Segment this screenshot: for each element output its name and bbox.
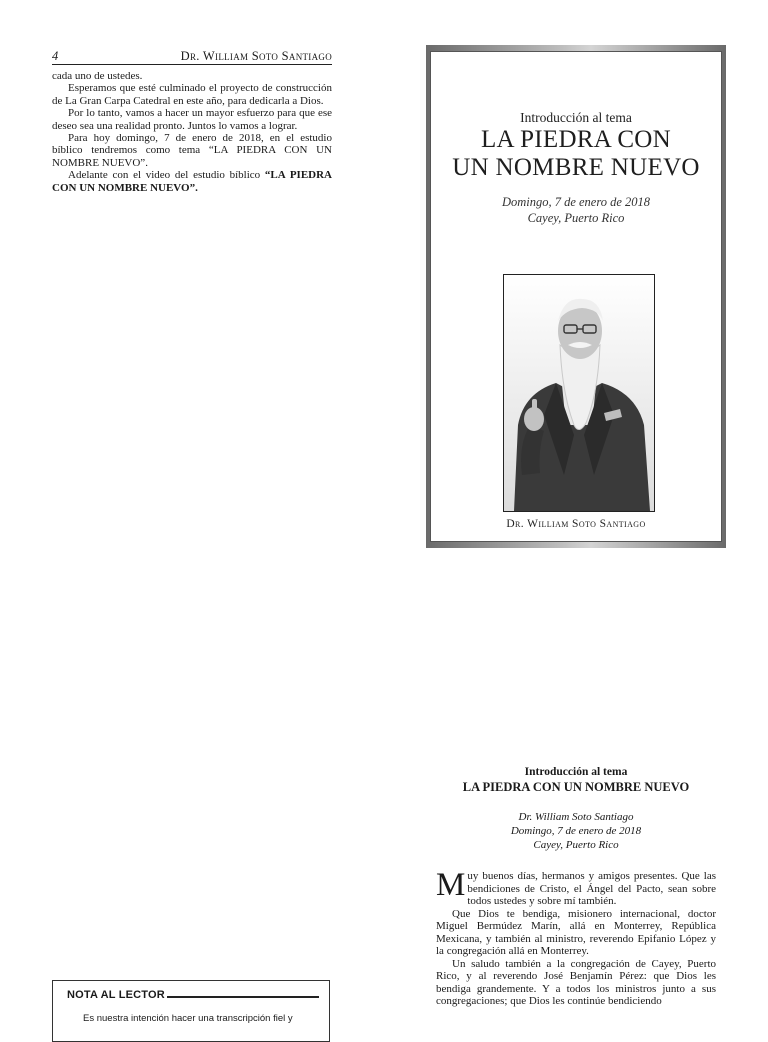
running-header-author: Dr. William Soto Santiago bbox=[180, 49, 332, 63]
intro-date: Domingo, 7 de enero de 2018 bbox=[510, 825, 642, 837]
paragraph-last bbox=[52, 169, 332, 194]
cover-title bbox=[431, 126, 721, 182]
nota-text: Es nuestra intención hacer una transcripción fiel y bbox=[83, 1013, 293, 1024]
intro-place: Cayey, Puerto Rico bbox=[533, 839, 619, 851]
portrait-illustration bbox=[504, 275, 654, 511]
nota-rule bbox=[167, 996, 319, 998]
paragraph: Que Dios te bendiga, misionero internacional, doctor Miguel Bermúdez Marín, allá en Monterrey, República Mexicana, y también al ministro, reverendo Epifanio López y la congregación allá en Monterrey. bbox=[436, 907, 716, 957]
intro-author: Dr. William Soto Santiago bbox=[518, 811, 634, 823]
intro-title: LA PIEDRA CON UN NOMBRE NUEVO bbox=[462, 780, 690, 794]
cover-author: Dr. William Soto Santiago bbox=[506, 518, 646, 530]
cover-date: Domingo, 7 de enero de 2018 bbox=[501, 195, 651, 209]
paragraph-text: uy buenos días, hermanos y amigos presentes. Que las bendiciones de Cristo, el Ángel del Pacto, sean sobre todos ustedes y sobre mí también. bbox=[467, 870, 716, 907]
paragraph: cada uno de ustedes. bbox=[52, 70, 143, 82]
page-number: 4 bbox=[52, 49, 59, 63]
cover-title-line: UN NOMBRE NUEVO bbox=[452, 154, 700, 181]
paragraph: Por lo tanto, vamos a hacer un mayor esfuerzo para que ese deseo sea una realidad pronto. Juntos lo vamos a lograr. bbox=[52, 107, 332, 132]
running-header bbox=[52, 48, 332, 65]
bold-title-reference: “LA PIEDRA CON UN NOMBRE NUEVO”. bbox=[52, 169, 333, 194]
right-page-body bbox=[436, 867, 716, 1008]
intro-kicker: Introducción al tema bbox=[524, 766, 628, 778]
booklet-cover bbox=[426, 45, 726, 548]
paragraph: Un saludo también a la congregación de Cayey, Puerto Rico, y al reverendo José Benjamín Pérez: que Dios les bendiga grandemente. Y a todos los ministros junto a sus congregaciones; que Dios les continúe bendiciendo bbox=[436, 957, 716, 1007]
paragraph-text: Adelante con el video del estudio bíblico bbox=[68, 169, 261, 182]
author-portrait bbox=[503, 274, 655, 512]
paragraph-first bbox=[436, 867, 716, 908]
paragraph: Para hoy domingo, 7 de enero de 2018, en el estudio bíblico tendremos como tema “LA PIEDRA CON UN NOMBRE NUEVO”. bbox=[52, 132, 332, 169]
cover-date-place bbox=[431, 194, 721, 226]
paragraph: Esperamos que esté culminado el proyecto de construcción de La Gran Carpa Catedral en este año, para dedicarla a Dios. bbox=[52, 82, 332, 107]
intro-meta bbox=[436, 810, 716, 852]
cover-inner-panel bbox=[430, 51, 722, 542]
drop-cap: M bbox=[436, 867, 466, 903]
cover-title-line: LA PIEDRA CON bbox=[480, 126, 672, 153]
cover-kicker: Introducción al tema bbox=[520, 110, 632, 125]
nota-al-lector-box bbox=[52, 980, 330, 1042]
nota-heading: NOTA AL LECTOR bbox=[67, 989, 165, 1001]
left-page-body bbox=[52, 70, 332, 194]
cover-place: Cayey, Puerto Rico bbox=[527, 211, 625, 225]
